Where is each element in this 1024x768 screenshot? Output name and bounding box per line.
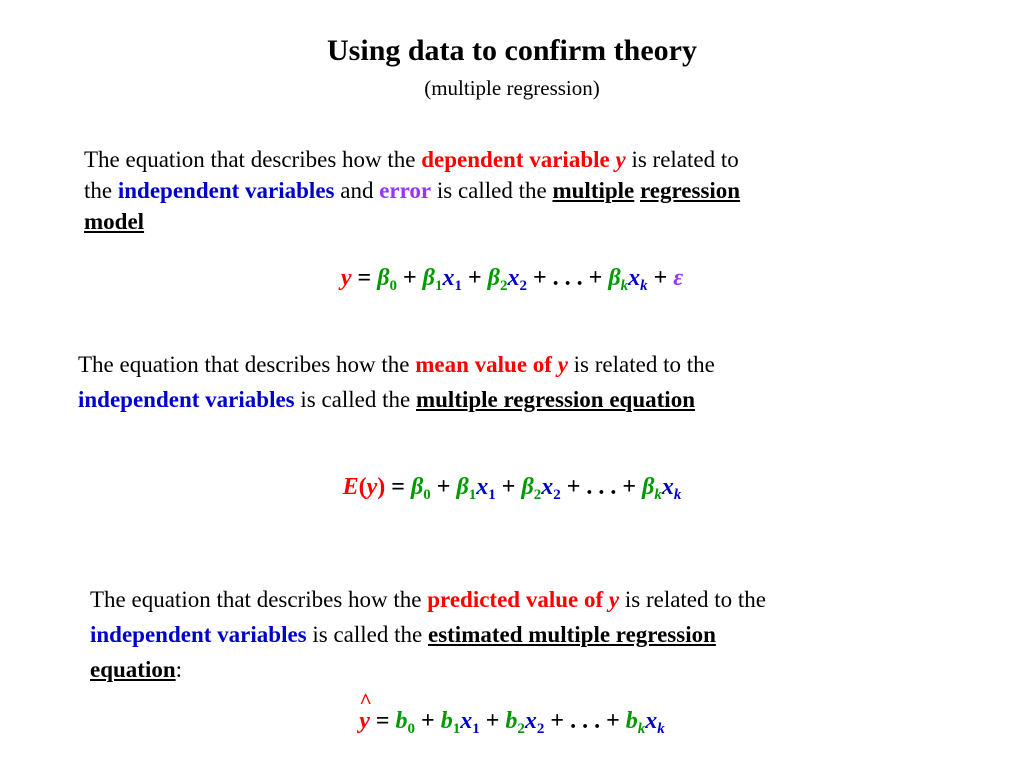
page-subtitle: (multiple regression): [424, 76, 600, 100]
model-definition-line-1: The equation that describes how the dependent variable y is related to: [84, 147, 739, 172]
estimated-equation-paragraph: [90, 582, 766, 687]
independent-variables-term: independent variables: [117, 178, 335, 203]
y-symbol: y: [615, 147, 626, 172]
estimated-regression-equation: ^ $y = b_0 + b_1x_1 + b_2x_2$ + . . . + $b_kx_k$: [359, 688, 665, 737]
equation-term: equation: [90, 657, 176, 682]
estimated-equation-line-2: independent variables is called the estimated multiple regression: [90, 622, 716, 647]
dependent-variable-term: dependent variable: [421, 147, 610, 172]
multiple-term: multiple: [552, 178, 635, 203]
equation-definition-paragraph: [78, 347, 715, 417]
estimated-multiple-regression-term: estimated multiple regression: [427, 622, 716, 647]
hat-icon: ^: [359, 688, 372, 713]
mean-value-term: mean value of: [415, 352, 558, 377]
estimated-equation-line-1: The equation that describes how the predicted value of y is related to the: [90, 587, 767, 612]
multiple-regression-equation-term: multiple regression equation: [415, 387, 695, 412]
predicted-value-term: predicted value of: [427, 587, 609, 612]
regression-model-equation: $y = \beta_0 + \beta_1x_1 + \beta_2x_2$ + . . . + $\beta_kx_k + \varepsilon$: [340, 265, 684, 294]
equation-definition-line-2: independent variables is called the multiple regression equation: [78, 387, 695, 412]
model-definition-paragraph: [84, 144, 740, 237]
independent-variables-term: independent variables: [78, 387, 295, 412]
regression-term: regression: [640, 178, 741, 203]
regression-equation: $E(y) = \beta_0 + \beta_1x_1 + \beta_2x_2$ + . . . + $\beta_kx_k$: [342, 474, 682, 503]
y-symbol: y: [608, 587, 620, 612]
y-hat-symbol: ^ y: [359, 688, 372, 734]
estimated-equation-line-3: equation:: [90, 657, 183, 682]
independent-variables-term: independent variables: [90, 622, 307, 647]
equation-definition-line-1: The equation that describes how the mean value of y is related to the: [78, 352, 715, 377]
y-symbol: y: [557, 352, 568, 377]
model-definition-line-3: [84, 206, 740, 237]
page-title: Using data to confirm theory: [327, 34, 697, 67]
epsilon-symbol: ε: [673, 265, 684, 291]
model-definition-line-2: the independent variables and error is called the multiple regression: [84, 178, 741, 203]
error-term: error: [379, 178, 432, 203]
model-term: model: [84, 209, 145, 234]
